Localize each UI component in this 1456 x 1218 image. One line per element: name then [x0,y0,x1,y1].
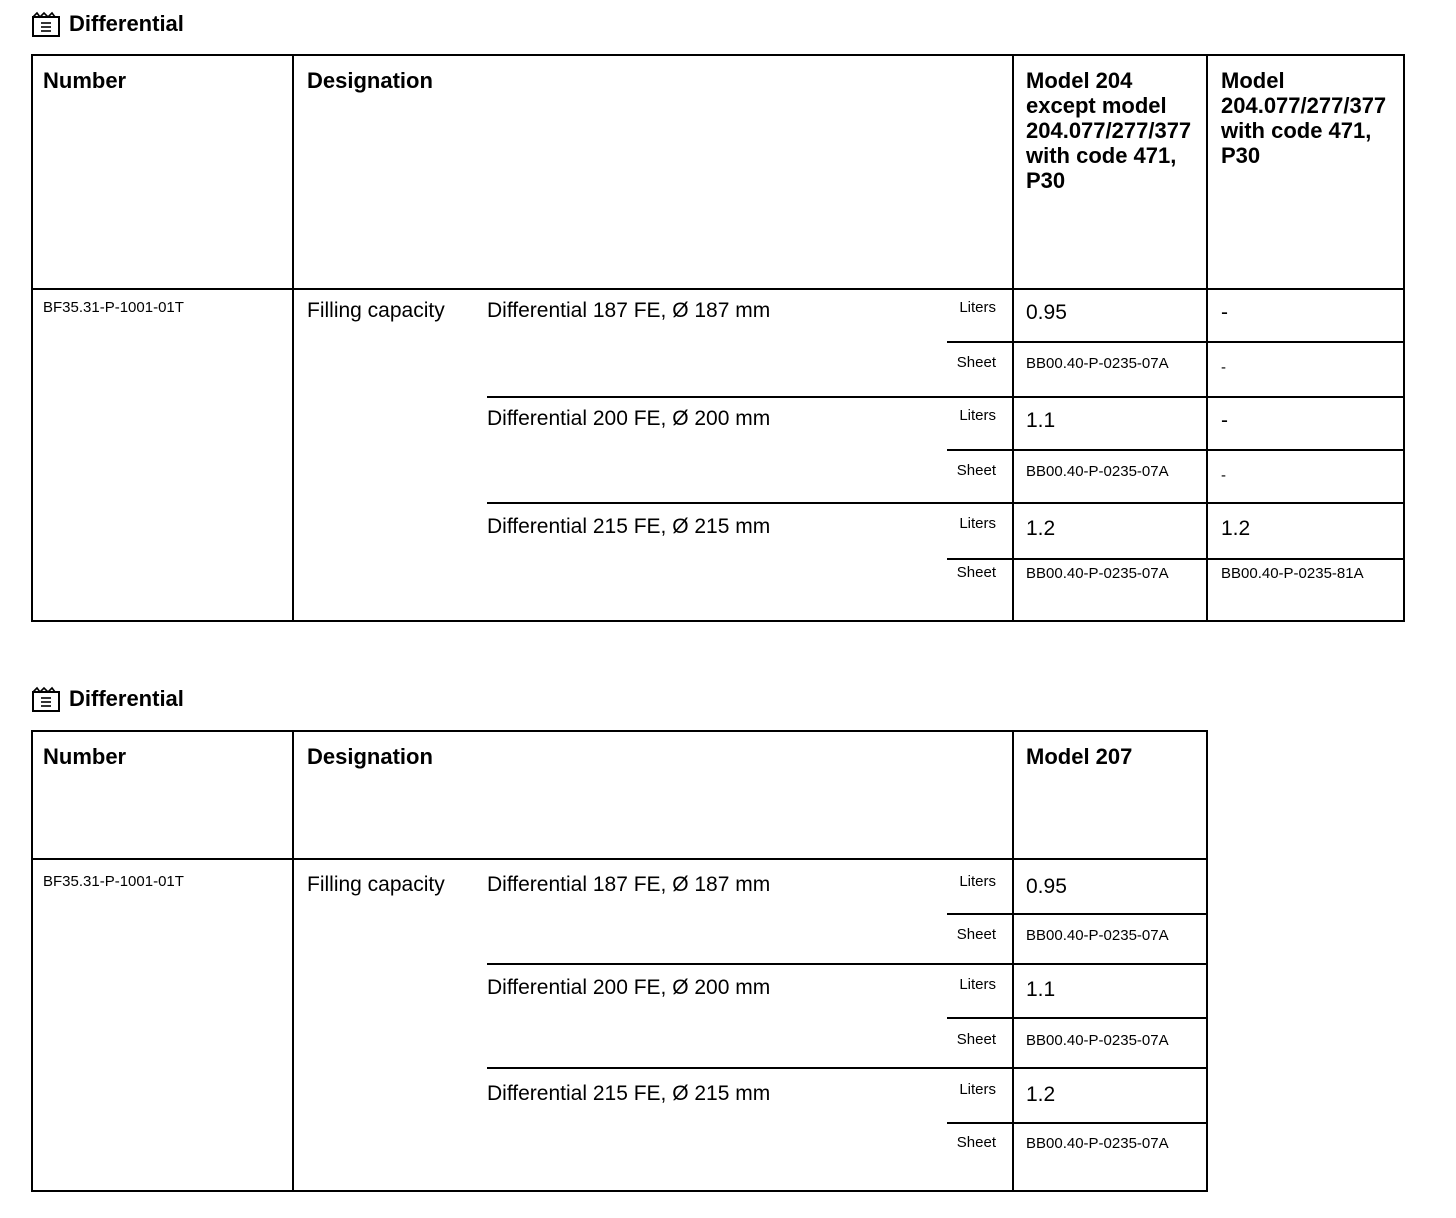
model-204-sheet: BB00.40-P-0235-07A [1026,565,1169,582]
differential-215-label: Differential 215 FE, Ø 215 mm [487,515,771,538]
model-204-077-sheet: - [1221,467,1226,484]
capacity-table [31,54,1405,622]
section-title [31,10,184,38]
model-204-sheet: BB00.40-P-0235-07A [1026,355,1169,372]
header-model-207: Model 207 [1026,744,1133,769]
header-model-204: Model 204 except model 204.077/277/377 with code 471, P30 [1026,68,1192,193]
liters-label: Liters [959,515,996,532]
model-207-liters: 1.2 [1026,1083,1056,1106]
section-title [31,685,184,713]
doc-number: BF35.31-P-1001-01T [43,873,184,890]
sheet-label: Sheet [956,462,996,479]
section-title-text: Differential [69,11,184,36]
liters-label: Liters [959,407,996,424]
oil-container-icon [31,10,61,38]
differential-200-label: Differential 200 FE, Ø 200 mm [487,407,771,430]
model-207-liters: 1.1 [1026,978,1056,1001]
model-204-077-liters: - [1221,301,1228,324]
header-designation: Designation [307,68,433,93]
oil-container-icon [31,685,61,713]
model-204-077-sheet: BB00.40-P-0235-81A [1221,565,1364,582]
header-model-204-077: Model 204.077/277/377 with code 471, P30 [1221,68,1387,168]
capacity-table [31,730,1208,1192]
model-207-sheet: BB00.40-P-0235-07A [1026,927,1169,944]
model-204-liters: 1.1 [1026,409,1056,432]
model-207-sheet: BB00.40-P-0235-07A [1026,1135,1169,1152]
header-number: Number [43,68,127,93]
model-204-077-liters: - [1221,409,1228,432]
liters-label: Liters [959,873,996,890]
liters-label: Liters [959,976,996,993]
differential-215-label: Differential 215 FE, Ø 215 mm [487,1082,771,1105]
sheet-label: Sheet [956,926,996,943]
section-2 [31,685,1208,1192]
header-number: Number [43,744,127,769]
sheet-label: Sheet [956,1031,996,1048]
differential-200-label: Differential 200 FE, Ø 200 mm [487,976,771,999]
differential-187-label: Differential 187 FE, Ø 187 mm [487,299,771,322]
model-207-sheet: BB00.40-P-0235-07A [1026,1032,1169,1049]
model-204-077-sheet: - [1221,359,1226,376]
section-title-text: Differential [69,686,184,711]
model-204-liters: 0.95 [1026,301,1067,324]
designation-label: Filling capacity [307,873,445,896]
section-1 [31,10,1405,622]
model-207-liters: 0.95 [1026,875,1067,898]
sheet-label: Sheet [956,564,996,581]
header-designation: Designation [307,744,433,769]
differential-187-label: Differential 187 FE, Ø 187 mm [487,873,771,896]
model-204-sheet: BB00.40-P-0235-07A [1026,463,1169,480]
liters-label: Liters [959,1081,996,1098]
liters-label: Liters [959,299,996,316]
sheet-label: Sheet [956,354,996,371]
model-204-liters: 1.2 [1026,517,1056,540]
model-204-077-liters: 1.2 [1221,517,1251,540]
doc-number: BF35.31-P-1001-01T [43,299,184,316]
designation-label: Filling capacity [307,299,445,322]
sheet-label: Sheet [956,1134,996,1151]
